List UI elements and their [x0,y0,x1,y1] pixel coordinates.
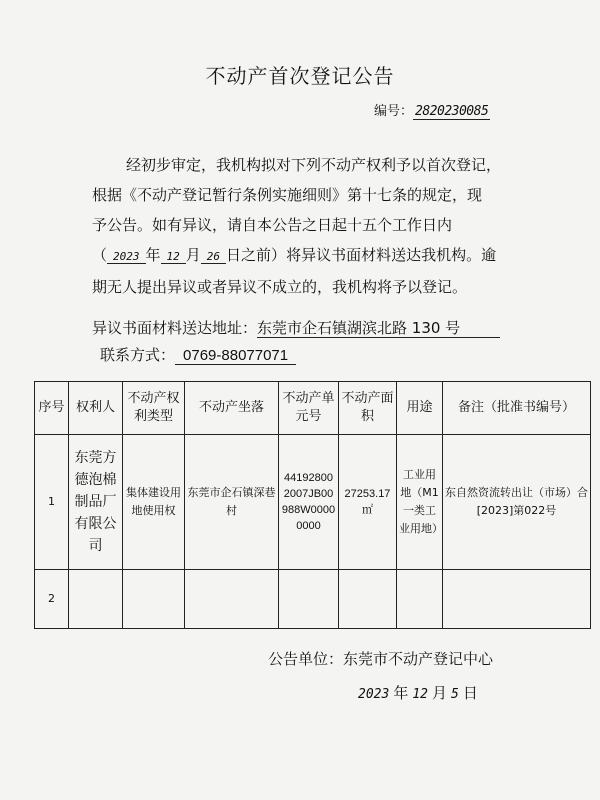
paragraph-line-3: 予公告。如有异议，请自本公告之日起十五个工作日内 [92,216,453,234]
announcement-body [92,150,522,302]
issue-day: 5 [451,687,459,702]
cell-holder: 东莞方德泡棉制品厂有限公司 [69,435,123,570]
cell-location: 东莞市企石镇深巷村 [185,435,279,570]
paragraph-line-4-rest: 将异议书面材料送达我机构。逾 [286,246,497,264]
objection-address [92,317,500,338]
header-use: 用途 [397,382,443,435]
deadline-day-unit: 日之前） [226,246,287,264]
deadline-month: 12 [161,250,186,264]
deadline-open: （ [92,246,108,264]
paragraph-line-4 [92,240,522,272]
document-number [374,100,490,119]
issuing-unit-label: 公告单位： [268,650,344,668]
cell-unit-no [279,570,339,629]
objection-address-value: 东莞市企石镇湖滨北路 130 号 [257,319,500,338]
page-title: 不动产首次登记公告 [205,64,395,88]
deadline-day: 26 [201,250,226,264]
cell-use [397,570,443,629]
cell-use: 工业用地（M1一类工业用地） [397,435,443,570]
header-seq: 序号 [35,382,69,435]
issue-year-unit: 年 [393,684,409,702]
cell-seq: 1 [35,435,69,570]
contact-label: 联系方式： [100,346,176,364]
header-area: 不动产面积 [339,382,397,435]
header-location: 不动产坐落 [185,382,279,435]
issuing-unit [268,648,493,669]
registration-table [34,381,591,629]
deadline-month-unit: 月 [185,246,201,264]
contact-info [100,344,296,365]
issue-month-unit: 月 [431,684,447,702]
document-number-value: 2820230085 [415,104,489,119]
paragraph-line-1: 经初步审定，我机构拟对下列不动产权利予以首次登记， [126,156,502,174]
issue-year: 2023 [358,687,390,702]
document-number-label: 编号： [374,104,414,119]
issuing-unit-value: 东莞市不动产登记中心 [343,650,494,668]
header-right-type: 不动产权利类型 [123,382,185,435]
objection-address-label: 异议书面材料送达地址： [92,319,258,337]
table-header-row [35,382,591,435]
cell-location [185,570,279,629]
paragraph-line-2: 根据《不动产登记暂行条例实施细则》第十七条的规定，现 [92,186,483,204]
issue-date [354,682,478,703]
cell-unit-no: 441928002007JB00988W00000000 [279,435,339,570]
cell-seq: 2 [35,570,69,629]
table-row [35,435,591,570]
deadline-year: 2023 [107,250,146,264]
header-unit-no: 不动产单元号 [279,382,339,435]
cell-holder [69,570,123,629]
cell-right-type: 集体建设用地使用权 [123,435,185,570]
table-row [35,570,591,629]
paragraph-line-5: 期无人提出异议或者异议不成立的，我机构将予以登记。 [92,278,468,296]
issue-day-unit: 日 [462,684,478,702]
header-note: 备注（批准书编号） [443,382,591,435]
deadline-year-unit: 年 [145,246,161,264]
cell-note: 东自然资流转出让（市场）合[2023]第022号 [443,435,591,570]
cell-area [339,570,397,629]
cell-note [443,570,591,629]
header-holder: 权利人 [69,382,123,435]
contact-phone: 0769-88077071 [175,347,296,365]
issue-month: 12 [412,687,428,702]
cell-right-type [123,570,185,629]
cell-area: 27253.17㎡ [339,435,397,570]
